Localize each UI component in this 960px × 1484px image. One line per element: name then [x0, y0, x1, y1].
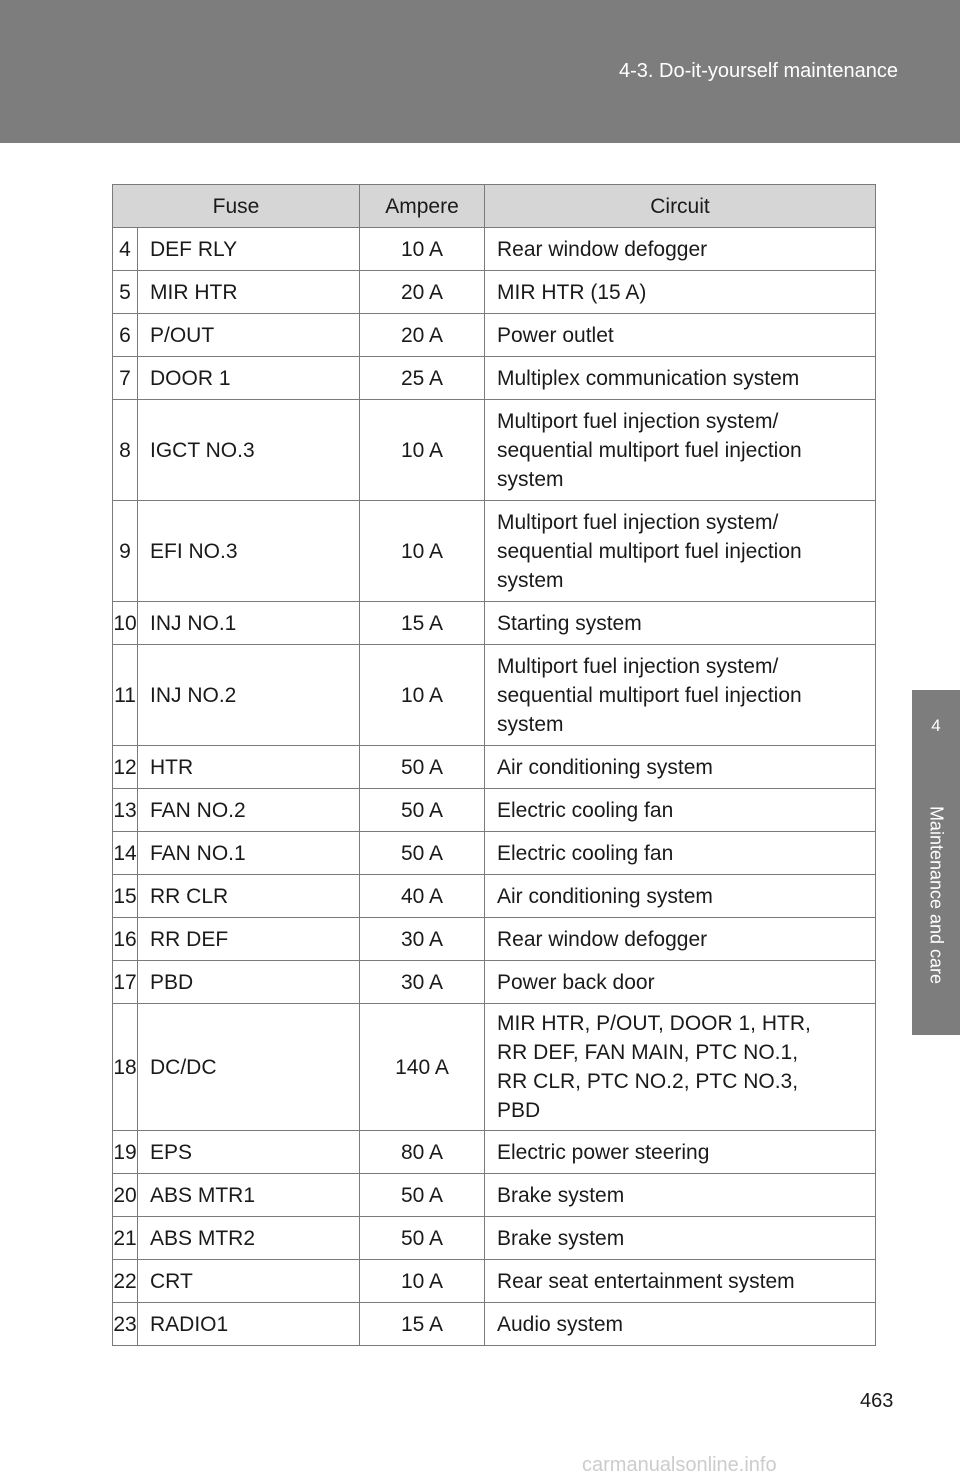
fuse-number: 20	[113, 1174, 138, 1217]
fuse-name: DC/DC	[138, 1004, 360, 1131]
fuse-ampere: 30 A	[360, 918, 485, 961]
fuse-name: PBD	[138, 961, 360, 1004]
table-row	[113, 314, 876, 357]
fuse-name: P/OUT	[138, 314, 360, 357]
fuse-circuit: Electric cooling fan	[485, 832, 876, 875]
fuse-circuit: Power back door	[485, 961, 876, 1004]
fuse-circuit	[485, 501, 876, 602]
table-row	[113, 1131, 876, 1174]
fuse-circuit: Audio system	[485, 1303, 876, 1346]
table-row	[113, 918, 876, 961]
fuse-name: EPS	[138, 1131, 360, 1174]
fuse-ampere: 50 A	[360, 832, 485, 875]
fuse-name: INJ NO.2	[138, 645, 360, 746]
fuse-ampere: 80 A	[360, 1131, 485, 1174]
fuse-ampere: 50 A	[360, 789, 485, 832]
fuse-ampere: 15 A	[360, 602, 485, 645]
table-row	[113, 789, 876, 832]
fuse-circuit: Multiplex communication system	[485, 357, 876, 400]
fuse-circuit: Brake system	[485, 1174, 876, 1217]
circuit-line: sequential multiport fuel injection	[497, 683, 802, 707]
table-row	[113, 746, 876, 789]
fuse-circuit: Brake system	[485, 1217, 876, 1260]
table-row	[113, 645, 876, 746]
fuse-circuit: Rear seat entertainment system	[485, 1260, 876, 1303]
circuit-line: PBD	[497, 1099, 541, 1122]
fuse-name: RADIO1	[138, 1303, 360, 1346]
fuse-table	[112, 184, 876, 1346]
table-row	[113, 1260, 876, 1303]
circuit-line: system	[497, 568, 564, 592]
fuse-circuit: Electric cooling fan	[485, 789, 876, 832]
fuse-number: 23	[113, 1303, 138, 1346]
fuse-number: 6	[113, 314, 138, 357]
fuse-number: 13	[113, 789, 138, 832]
fuse-number: 18	[113, 1004, 138, 1131]
fuse-number: 5	[113, 271, 138, 314]
table-row	[113, 961, 876, 1004]
fuse-number: 7	[113, 357, 138, 400]
fuse-name: EFI NO.3	[138, 501, 360, 602]
chapter-side-tab	[912, 690, 960, 1035]
fuse-number: 22	[113, 1260, 138, 1303]
fuse-name: CRT	[138, 1260, 360, 1303]
fuse-circuit: Rear window defogger	[485, 228, 876, 271]
circuit-line: MIR HTR, P/OUT, DOOR 1, HTR,	[497, 1012, 811, 1035]
table-row	[113, 357, 876, 400]
fuse-number: 16	[113, 918, 138, 961]
fuse-ampere: 40 A	[360, 875, 485, 918]
table-header-row	[113, 185, 876, 228]
fuse-circuit: Electric power steering	[485, 1131, 876, 1174]
fuse-number: 14	[113, 832, 138, 875]
fuse-ampere: 30 A	[360, 961, 485, 1004]
fuse-number: 10	[113, 602, 138, 645]
fuse-name: RR DEF	[138, 918, 360, 961]
circuit-line: Multiport fuel injection system/	[497, 409, 779, 433]
fuse-circuit: Power outlet	[485, 314, 876, 357]
fuse-number: 21	[113, 1217, 138, 1260]
fuse-name: FAN NO.1	[138, 832, 360, 875]
fuse-table-body	[113, 228, 876, 1346]
chapter-number: 4	[931, 716, 941, 735]
circuit-line: system	[497, 712, 564, 736]
circuit-line: sequential multiport fuel injection	[497, 438, 802, 462]
fuse-circuit	[485, 1004, 876, 1131]
fuse-name: MIR HTR	[138, 271, 360, 314]
fuse-ampere: 10 A	[360, 400, 485, 501]
table-row	[113, 1217, 876, 1260]
fuse-number: 12	[113, 746, 138, 789]
circuit-line: sequential multiport fuel injection	[497, 539, 802, 563]
fuse-circuit: MIR HTR (15 A)	[485, 271, 876, 314]
fuse-number: 11	[113, 645, 138, 746]
fuse-circuit: Air conditioning system	[485, 746, 876, 789]
fuse-ampere: 10 A	[360, 228, 485, 271]
fuse-circuit: Rear window defogger	[485, 918, 876, 961]
table-row	[113, 832, 876, 875]
fuse-ampere: 50 A	[360, 1217, 485, 1260]
fuse-ampere: 15 A	[360, 1303, 485, 1346]
table-row	[113, 1004, 876, 1131]
fuse-ampere: 25 A	[360, 357, 485, 400]
fuse-circuit: Air conditioning system	[485, 875, 876, 918]
fuse-ampere: 20 A	[360, 271, 485, 314]
header-fuse: Fuse	[113, 185, 360, 228]
table-row	[113, 271, 876, 314]
page-number: 463	[860, 1390, 894, 1412]
table-row	[113, 400, 876, 501]
watermark: carmanualsonline.info	[582, 1454, 777, 1476]
circuit-line: Multiport fuel injection system/	[497, 654, 779, 678]
fuse-number: 4	[113, 228, 138, 271]
fuse-ampere: 10 A	[360, 501, 485, 602]
table-row	[113, 228, 876, 271]
fuse-number: 9	[113, 501, 138, 602]
header-ampere: Ampere	[360, 185, 485, 228]
fuse-name: ABS MTR1	[138, 1174, 360, 1217]
page-header	[0, 0, 960, 143]
circuit-line: RR CLR, PTC NO.2, PTC NO.3,	[497, 1070, 799, 1093]
fuse-name: FAN NO.2	[138, 789, 360, 832]
fuse-ampere: 140 A	[360, 1004, 485, 1131]
fuse-ampere: 50 A	[360, 746, 485, 789]
fuse-ampere: 10 A	[360, 1260, 485, 1303]
section-title: 4-3. Do-it-yourself maintenance	[618, 60, 898, 82]
fuse-name: DEF RLY	[138, 228, 360, 271]
fuse-number: 17	[113, 961, 138, 1004]
fuse-name: ABS MTR2	[138, 1217, 360, 1260]
fuse-ampere: 20 A	[360, 314, 485, 357]
fuse-name: IGCT NO.3	[138, 400, 360, 501]
circuit-line: RR DEF, FAN MAIN, PTC NO.1,	[497, 1041, 799, 1064]
fuse-number: 15	[113, 875, 138, 918]
fuse-name: RR CLR	[138, 875, 360, 918]
table-row	[113, 875, 876, 918]
fuse-circuit	[485, 645, 876, 746]
fuse-number: 8	[113, 400, 138, 501]
fuse-number: 19	[113, 1131, 138, 1174]
fuse-name: DOOR 1	[138, 357, 360, 400]
fuse-ampere: 50 A	[360, 1174, 485, 1217]
fuse-circuit	[485, 400, 876, 501]
chapter-title: Maintenance and care	[926, 805, 947, 985]
circuit-line: system	[497, 467, 564, 491]
table-row	[113, 602, 876, 645]
table-row	[113, 501, 876, 602]
table-row	[113, 1174, 876, 1217]
circuit-line: Multiport fuel injection system/	[497, 510, 779, 534]
fuse-name: HTR	[138, 746, 360, 789]
fuse-ampere: 10 A	[360, 645, 485, 746]
fuse-name: INJ NO.1	[138, 602, 360, 645]
header-circuit: Circuit	[485, 185, 876, 228]
fuse-circuit: Starting system	[485, 602, 876, 645]
table-row	[113, 1303, 876, 1346]
